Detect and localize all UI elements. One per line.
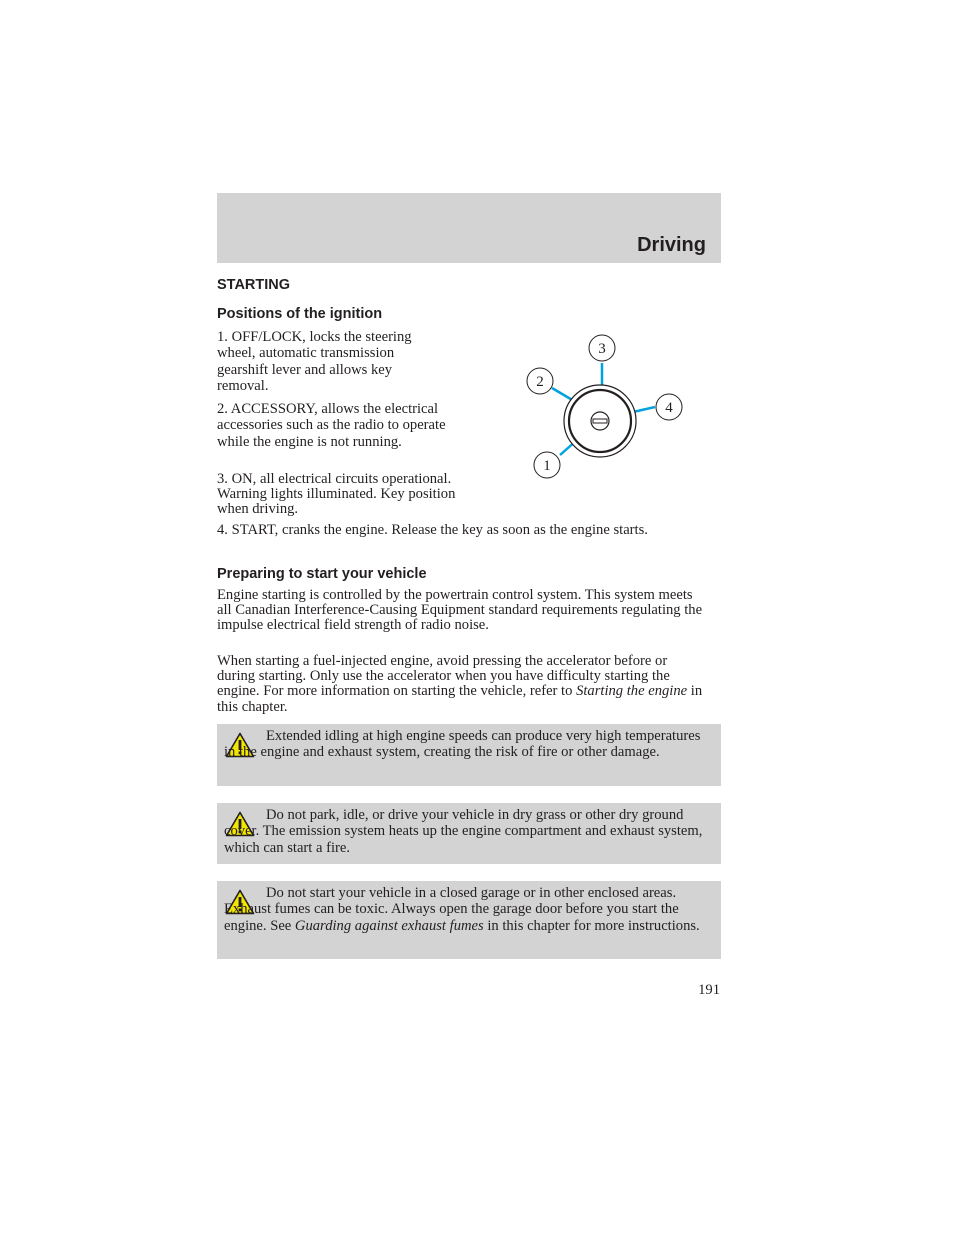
ignition-item-3: 3. ON, all electrical circuits operational. Warning lights illuminated. Key position when driving. bbox=[217, 471, 456, 518]
diagram-label-3: 3 bbox=[598, 341, 606, 357]
warning-text-1: Extended idling at high engine speeds can produce very high temperatures in the engine and exhaust system, creating the risk of fire or other damage. bbox=[224, 728, 701, 761]
preparing-heading: Preparing to start your vehicle bbox=[217, 566, 427, 582]
warning-box-3 bbox=[217, 881, 721, 959]
cross-reference: Starting the engine bbox=[576, 683, 688, 700]
diagram-label-1: 1 bbox=[543, 458, 551, 474]
cross-reference: Guarding against exhaust fumes bbox=[294, 917, 484, 934]
chapter-title: Driving bbox=[637, 234, 706, 256]
diagram-label-2: 2 bbox=[536, 374, 544, 390]
preparing-paragraph-1: Engine starting is controlled by the powertrain control system. This system meets all Canadian Interference-Causing Equipment standard requirements regulating the impulse electrical field strength of radio noise. bbox=[217, 587, 703, 634]
diagram-label-4: 4 bbox=[665, 400, 673, 416]
warning-text-2: Do not park, idle, or drive your vehicle in dry grass or other dry ground cover. The emission system heats up the engine compartment and exhaust system, which can start a fire. bbox=[224, 807, 703, 856]
ignition-heading: Positions of the ignition bbox=[217, 306, 383, 322]
ignition-item-2: 2. ACCESSORY, allows the electrical accessories such as the radio to operate while the engine is not running. bbox=[217, 401, 446, 450]
ignition-item-4: 4. START, cranks the engine. Release the key as soon as the engine starts. bbox=[217, 522, 648, 538]
warning-box-1 bbox=[217, 724, 721, 786]
ignition-item-1: 1. OFF/LOCK, locks the steering wheel, automatic transmission gearshift lever and allows key removal. bbox=[217, 329, 412, 395]
warning-box-2 bbox=[217, 803, 721, 864]
page-number: 191 bbox=[698, 982, 720, 998]
ignition-diagram bbox=[522, 330, 692, 490]
preparing-paragraph-2: When starting a fuel-injected engine, avoid pressing the accelerator before or during starting. Only use the accelerator when you have difficulty starting the engine. For more information on starting the vehicle, refer to Starting the engine in this chapter. bbox=[217, 653, 703, 715]
section-heading: STARTING bbox=[217, 277, 291, 293]
warning-text-3: Do not start your vehicle in a closed garage or in other enclosed areas. Exhaust fumes can be toxic. Always open the garage door before you start the engine. See Guarding against exhaust fumes in this chapter for more instructions. bbox=[224, 885, 700, 934]
chapter-header bbox=[217, 193, 721, 263]
